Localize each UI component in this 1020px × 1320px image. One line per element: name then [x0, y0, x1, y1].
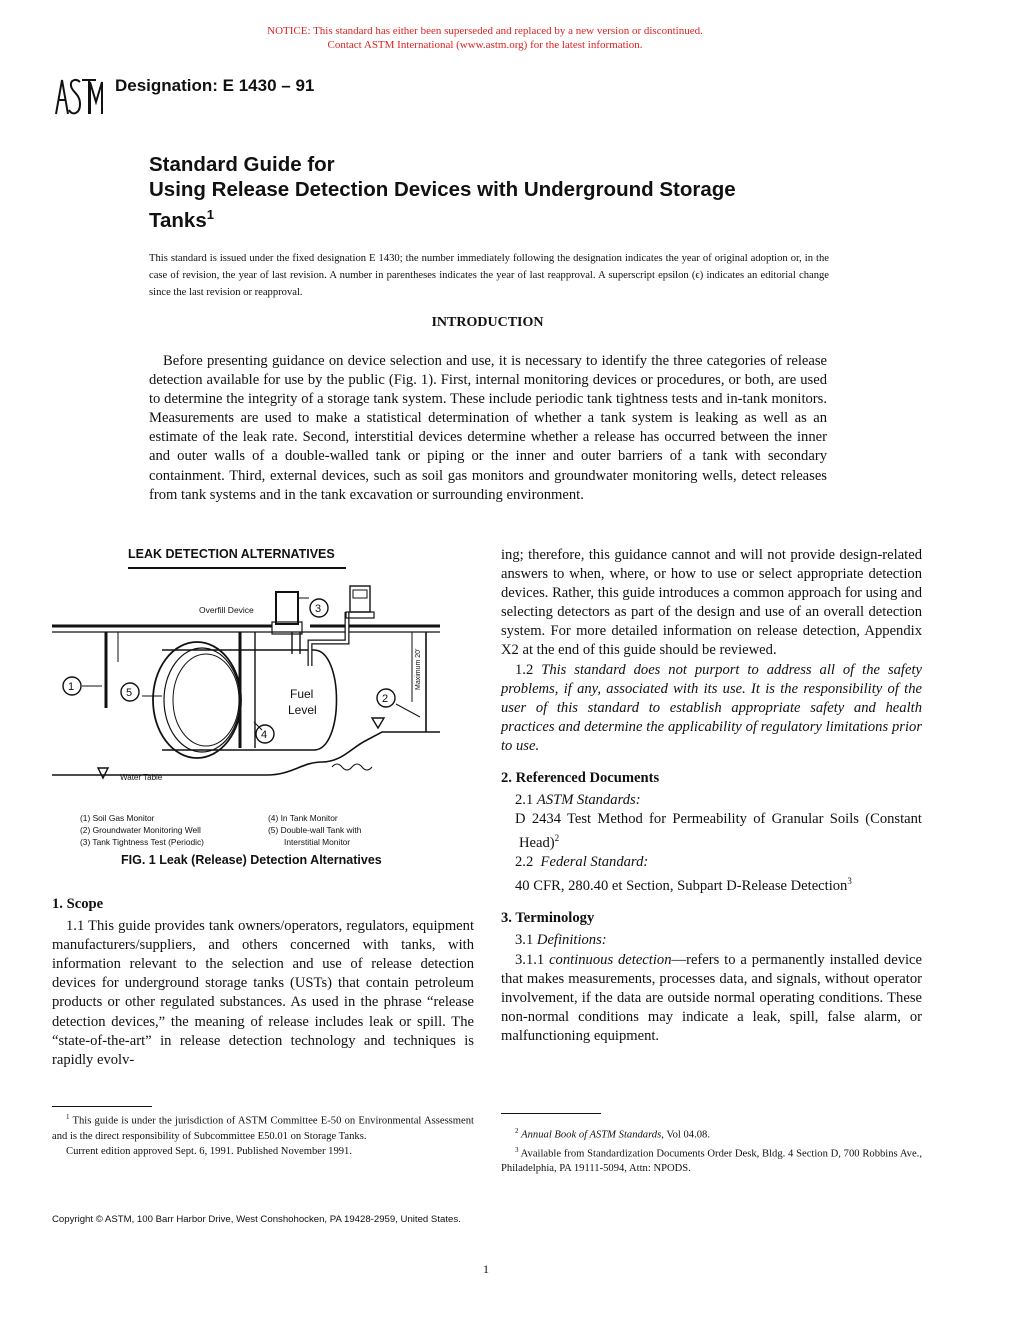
title-line-2: Using Release Detection Devices with Underground Storage [149, 178, 736, 201]
figure-caption: FIG. 1 Leak (Release) Detection Alternatives [121, 853, 382, 867]
vent-pipe [310, 612, 347, 666]
notice-line-1: NOTICE: This standard has either been superseded and replaced by a new version or discontinued. [267, 25, 703, 37]
footnote-3 [501, 1143, 922, 1177]
footnote-2-mark: 2 [515, 1127, 519, 1135]
document-title [149, 152, 869, 233]
legend-item-1: (1) Soil Gas Monitor [80, 813, 155, 823]
section-2-1-title: ASTM Standards: [536, 792, 641, 809]
title-line-3-text: Tanks [149, 208, 207, 232]
footnote-2 [501, 1124, 922, 1143]
footnote-1 [52, 1110, 474, 1144]
title-line-3 [149, 202, 869, 233]
section-2-1-item [501, 810, 922, 853]
marker-5-label: 5 [126, 687, 133, 699]
vent-pipe-inner [310, 612, 347, 666]
scope-1-2 [501, 661, 922, 756]
scope-heading: 1. Scope [52, 896, 104, 912]
section-2-2-item [501, 872, 922, 896]
section-2-2-title: Federal Standard: [540, 854, 649, 871]
footnote-2-title: Annual Book of ASTM Standards [521, 1129, 662, 1141]
section-2-1 [501, 791, 922, 810]
section-3-1 [501, 931, 922, 950]
section-2-2-number: 2.2 [515, 854, 534, 871]
tank-end-inner [164, 648, 240, 752]
tank-end-outer [153, 642, 241, 758]
fuel-label: Fuel [290, 687, 314, 701]
scope-section [52, 895, 474, 1070]
introduction-text [149, 352, 827, 505]
notice-line-2: Contact ASTM International (www.astm.org) for the latest information. [327, 39, 643, 51]
marker-2-pointer [396, 704, 420, 717]
water-table-symbol-right [372, 718, 384, 728]
footnote-1b: Current edition approved Sept. 6, 1991. Published November 1991. [66, 1145, 352, 1157]
introduction-paragraph: Before presenting guidance on device selection and use, it is necessary to identify the three categories of release detection available for use by the public (Fig. 1). First, internal monitoring devices or procedures, or both, are used to determine the integrity of a storage tank system. These include periodic tank tightness tests and in-tank monitors. Measurements are used to make a statistical determination of whether a tank system is leaking as well as an estimate of the leak rate. Second, interstitial devices determine whether a release has occurred between the inner and outer walls of a double-walled tank or piping or the inner and outer barriers of a tank with secondary containment. Third, external devices, such as soil gas monitors and groundwater monitoring wells, detect releases from tank systems and in the tank excavation or surrounding environment. [149, 353, 827, 503]
legend-item-2: (2) Groundwater Monitoring Well [80, 825, 201, 835]
water-table-symbol-left [98, 768, 108, 778]
maximum-depth-label: Maximum 20' [415, 648, 422, 690]
footnote-1-text: This guide is under the jurisdiction of ASTM Committee E-50 on Environmental Assessment and is the direct responsibility of Subcommittee E50.01 on Storage Tanks. [52, 1115, 474, 1142]
section-2-2 [501, 853, 922, 872]
tank-end-core [173, 654, 239, 746]
marker-1-label: 1 [68, 681, 75, 693]
footnote-2-ref: 2 [554, 833, 560, 844]
figure-title-underline [128, 567, 346, 569]
leak-detection-diagram [52, 572, 442, 792]
introduction-heading: INTRODUCTION [431, 315, 544, 330]
level-label: Level [288, 703, 317, 717]
legend-item-4: (4) In Tank Monitor [268, 813, 338, 823]
section-3-1-1-text: —refers to a permanently installed device that makes measurements, processes data, and signals, without operator involvement, if the data are outside normal operating conditions. These non-normal conditions may indicate a leak, spill, false alarm, or malfunctioning equipment. [501, 951, 922, 1044]
marker-4-label: 4 [261, 729, 268, 741]
astm-d2434: D 2434 Test Method for Permeability of Granular Soils (Constant Head) [515, 811, 922, 852]
footnote-1-mark: 1 [66, 1113, 70, 1121]
scope-1-1-continued: ing; therefore, this guidance cannot and will not provide design-related answers to when, where, or how to use or select appropriate detection devices. Rather, this guide introduces a common approach for using and selecting detectors as part of the design and use of an overall detection system. For more detailed information on release detection, Appendix X2 at the end of this guide should be reviewed. [501, 547, 922, 659]
cfr-280-40: 40 CFR, 280.40 et Section, Subpart D-Release Detection [515, 878, 848, 895]
astm-logo [52, 74, 104, 118]
marker-3-label: 3 [315, 603, 322, 615]
water-table-label: Water Table [120, 773, 163, 782]
section-2-1-number: 2.1 [515, 792, 534, 809]
footnote-rule-left [52, 1106, 152, 1107]
copyright: Copyright © ASTM, 100 Barr Harbor Drive, West Conshohocken, PA 19428-2959, United States. [52, 1214, 461, 1225]
legend-right [268, 812, 361, 848]
title-footnote-mark: 1 [206, 207, 214, 222]
legend-item-3: (3) Tank Tightness Test (Periodic) [80, 837, 204, 847]
section-3-1-1 [501, 951, 922, 1046]
marker-2-label: 2 [382, 693, 389, 705]
section-3-1-number: 3.1 [515, 932, 534, 949]
footnote-2-rest: , Vol 04.08. [661, 1129, 710, 1141]
right-column [501, 546, 922, 1046]
monitor-screen [353, 590, 367, 598]
footnote-3-ref: 3 [847, 876, 852, 887]
scope-1-2-number: 1.2 [515, 661, 534, 678]
legend-item-5: (5) Double-wall Tank with [268, 825, 362, 835]
section-3-1-1-number: 3.1.1 [515, 951, 545, 968]
section-3-1-title: Definitions: [536, 932, 607, 949]
water-table-right [202, 732, 440, 775]
footnotes-right [501, 1124, 922, 1176]
footnote-3-mark: 3 [515, 1145, 519, 1154]
legend-left [80, 812, 204, 848]
monitor-base [346, 612, 374, 618]
title-line-1: Standard Guide for [149, 153, 335, 176]
scope-1-1: 1.1 This guide provides tank owners/operators, regulators, equipment manufacturers/suppliers, and others concerned with tanks, with information relevant to the selection and use of release detection devices for underground storage tanks (USTs) that contain petroleum products or other regulated substances. As used in the phrase “release detection devices,” the meaning of release includes leak or spill. The “state-of-the-art” in release detection technology and techniques is rapidly evolv- [52, 918, 474, 1068]
figure-title: LEAK DETECTION ALTERNATIVES [128, 547, 335, 561]
referenced-heading: 2. Referenced Documents [501, 770, 660, 787]
footnote-3-text: Available from Standardization Documents Order Desk, Bldg. 4 Section D, 700 Robbins Ave., Philadelphia, PA 19111-5094, Attn: NPODS. [501, 1148, 922, 1175]
footnotes-left [52, 1110, 474, 1159]
page-number: 1 [483, 1262, 489, 1276]
section-3-1-1-term: continuous detection [549, 951, 672, 968]
overfill-device [276, 592, 298, 624]
designation: Designation: E 1430 – 91 [115, 76, 315, 95]
water-table-wave [332, 764, 372, 770]
overfill-label: Overfill Device [199, 605, 254, 615]
footnote-rule-right [501, 1113, 601, 1114]
scope-1-2-text: This standard does not purport to address all of the safety problems, if any, associated with its use. It is the responsibility of the user of this standard to establish appropriate safety and health practices and determine the applicability of regulatory limitations prior to use. [501, 661, 922, 754]
issuance-statement: This standard is issued under the fixed designation E 1430; the number immediately following the designation indicates the year of original adoption or, in the case of revision, the year of last revision. A number in parentheses indicates the year of last reapproval. A superscript epsilon (ϵ) indicates an editorial change since the last revision or reapproval. [149, 253, 829, 298]
legend-item-5-cont: Interstitial Monitor [284, 837, 351, 847]
terminology-heading: 3. Terminology [501, 910, 595, 927]
